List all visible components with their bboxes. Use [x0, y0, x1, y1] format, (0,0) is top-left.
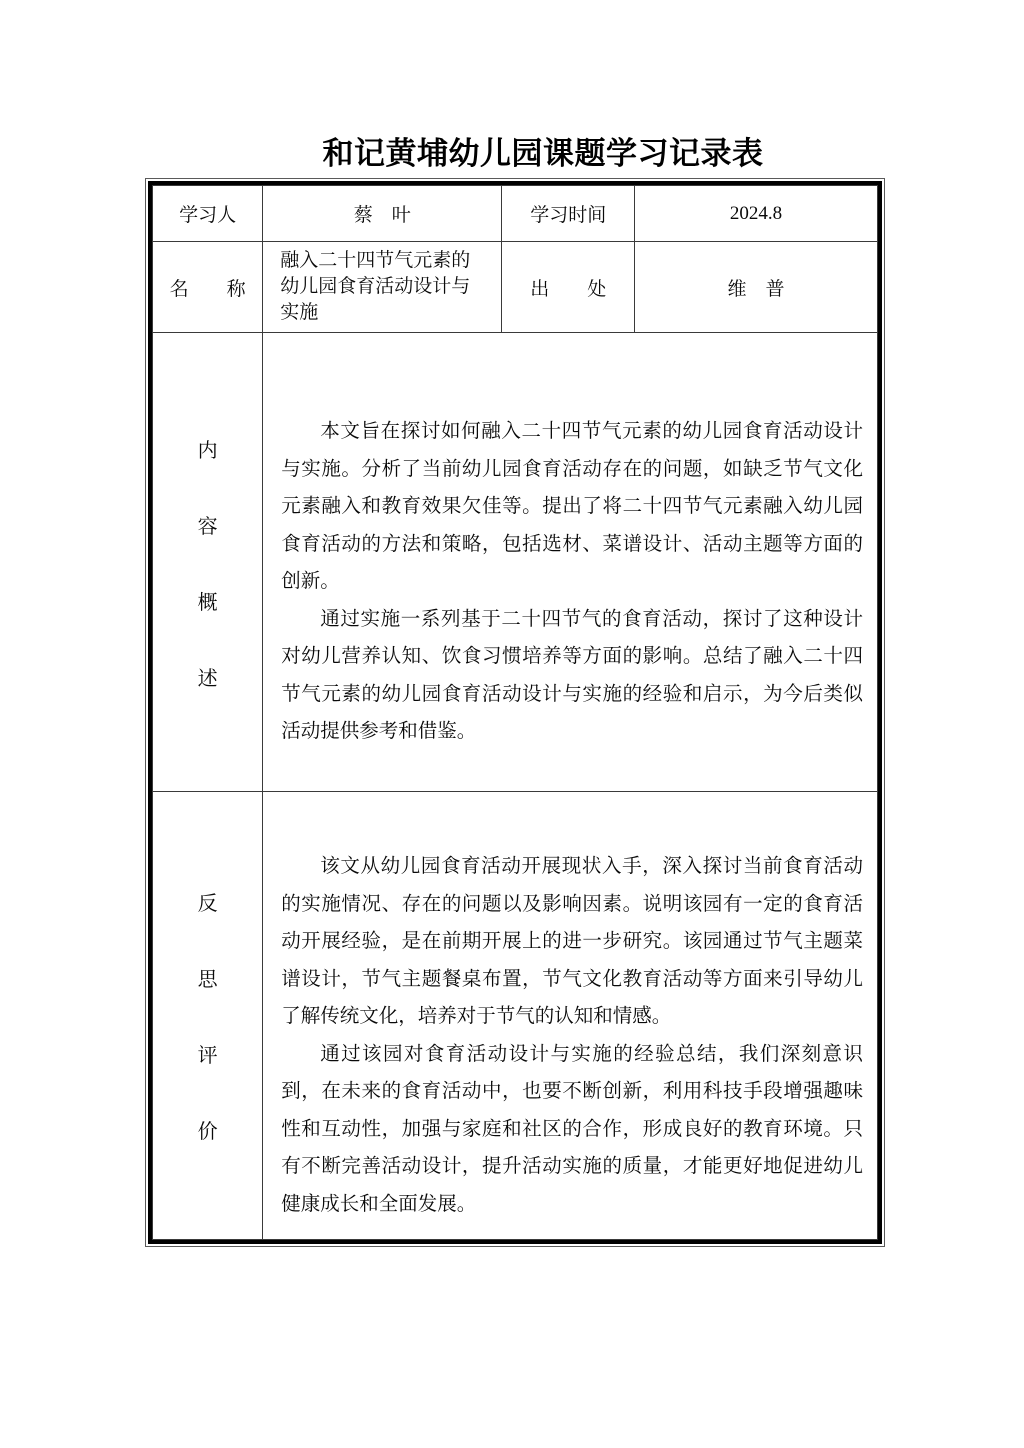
name-label-cell: 名 称 — [153, 242, 263, 333]
reflection-content-cell — [263, 792, 878, 1240]
summary-vertical-label — [153, 434, 262, 691]
record-table-inner-border — [148, 181, 882, 1244]
reflection-paragraph: 该文从幼儿园食育活动开展现状入手，深入探讨当前食育活动的实施情况、存在的问题以及影响因素。说明该园有一定的食育活动开展经验，是在前期开展上的进一步研究。该园通过节气主题菜谱设计，节气主题餐桌布置，节气文化教育活动等方面来引导幼儿了解传统文化，培养对于节气的认知和情感。 — [281, 856, 863, 1027]
table-row — [153, 333, 878, 792]
summary-paragraph: 通过实施一系列基于二十四节气的食育活动，探讨了这种设计对幼儿营养认知、饮食习惯培养等方面的影响。总结了融入二十四节气元素的幼儿园食育活动设计与实施的经验和启示，为今后类似活动提供参考和借鉴。 — [281, 608, 863, 743]
name-value-cell: 融入二十四节气元素的幼儿园食育活动设计与实施 — [263, 242, 502, 333]
summary-label-char: 概 — [197, 591, 218, 614]
summary-content-cell — [263, 333, 878, 792]
table-row — [153, 186, 878, 242]
record-table — [152, 185, 878, 1240]
source-value-cell: 维 普 — [635, 242, 878, 333]
study-time-value-cell: 2024.8 — [635, 186, 878, 242]
reflection-label-cell — [153, 792, 263, 1240]
summary-label-cell — [153, 333, 263, 792]
page-title: 和记黄埔幼儿园课题学习记录表 — [322, 136, 764, 171]
reflection-label-char: 价 — [197, 1121, 218, 1143]
reflection-label-char: 反 — [197, 893, 218, 915]
summary-label-char: 述 — [197, 667, 218, 690]
reflection-label-char: 思 — [197, 969, 218, 991]
reflection-paragraph: 通过该园对食育活动设计与实施的经验总结，我们深刻意识到，在未来的食育活动中，也要不断创新，利用科技手段增强趣味性和互动性，加强与家庭和社区的合作，形成良好的教育环境。只有不断完善活动设计，提升活动实施的质量，才能更好地促进幼儿健康成长和全面发展。 — [281, 1043, 863, 1215]
summary-label-char: 容 — [197, 515, 218, 538]
study-time-label-cell: 学习时间 — [502, 186, 635, 242]
learner-value-cell: 蔡 叶 — [263, 186, 502, 242]
table-row — [153, 242, 878, 333]
summary-paragraph: 本文旨在探讨如何融入二十四节气元素的幼儿园食育活动设计与实施。分析了当前幼儿园食育活动存在的问题，如缺乏节气文化元素融入和教育效果欠佳等。提出了将二十四节气元素融入幼儿园食育活动的方法和策略，包括选材、菜谱设计、活动主题等方面的创新。 — [281, 421, 863, 593]
record-table-border — [145, 178, 885, 1247]
summary-label-char: 内 — [197, 439, 218, 462]
learner-label-cell: 学习人 — [153, 186, 263, 242]
table-row — [153, 792, 878, 1240]
reflection-label-char: 评 — [197, 1045, 218, 1067]
source-label-cell: 出 处 — [502, 242, 635, 333]
reflection-vertical-label — [153, 887, 262, 1144]
